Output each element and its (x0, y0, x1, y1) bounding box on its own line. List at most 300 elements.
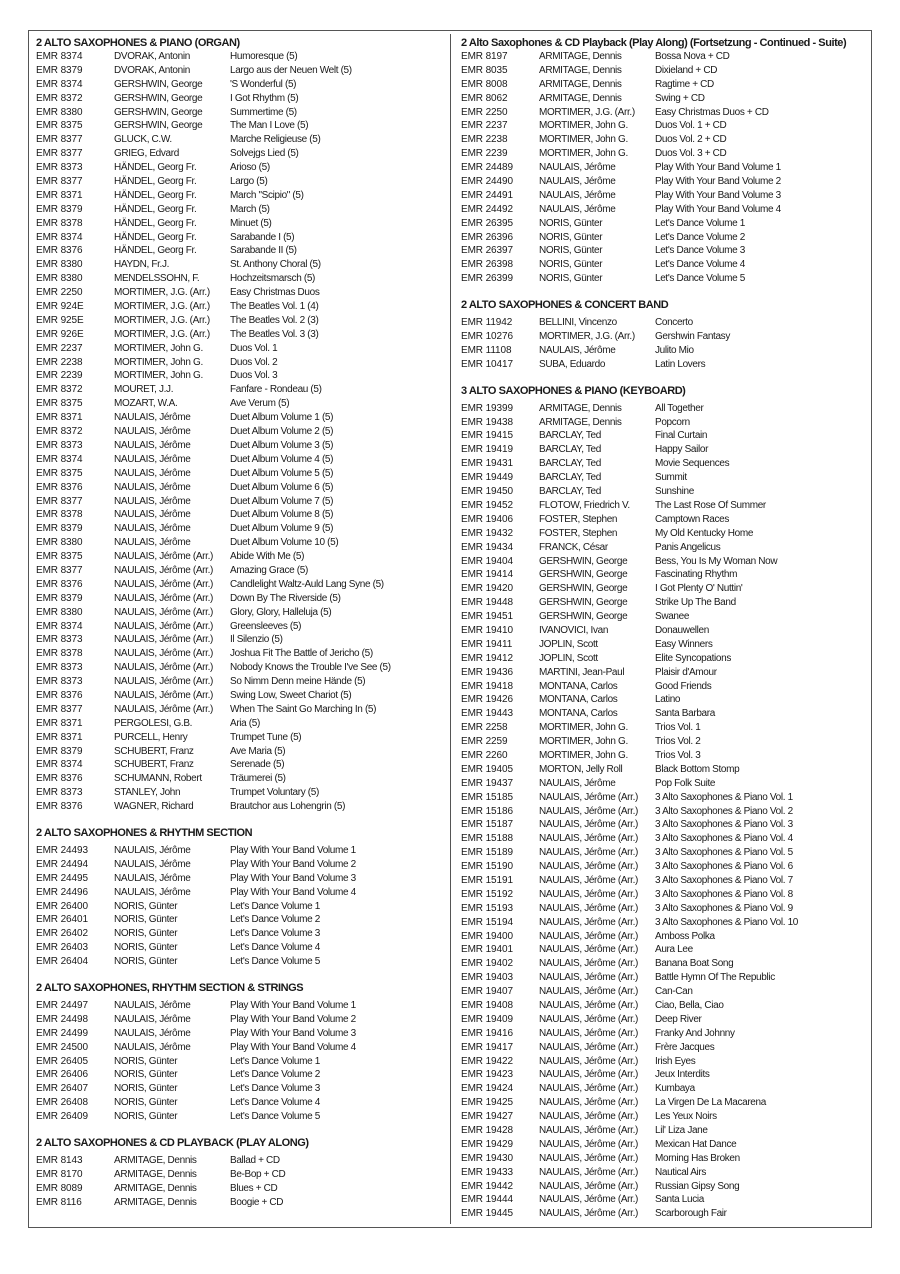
work-title: Latin Lovers (655, 358, 706, 370)
catalog-entry (461, 1180, 866, 1194)
catalog-number: EMR 26402 (36, 928, 88, 940)
catalog-number: EMR 19418 (461, 680, 513, 692)
composer-name: NORIS, Günter (114, 1069, 178, 1081)
work-title: Duos Vol. 1 + CD (655, 120, 727, 132)
catalog-entry (36, 1096, 442, 1110)
catalog-number: EMR 8170 (36, 1168, 83, 1180)
composer-name: NORIS, Günter (539, 217, 603, 229)
composer-name: NAULAIS, Jérôme (Arr.) (539, 944, 638, 956)
composer-name: NAULAIS, Jérôme (114, 523, 191, 535)
work-title: Les Yeux Noirs (655, 1111, 717, 1123)
composer-name: NAULAIS, Jérôme (Arr.) (539, 1083, 638, 1095)
work-title: Play With Your Band Volume 3 (655, 189, 781, 201)
catalog-number: EMR 8143 (36, 1155, 83, 1167)
composer-name: GERSHWIN, George (539, 597, 628, 609)
work-title: Mexican Hat Dance (655, 1138, 737, 1150)
work-title: Can-Can (655, 986, 693, 998)
composer-name: FLOTOW, Friedrich V. (539, 499, 630, 511)
work-title: Concerto (655, 317, 693, 329)
catalog-number: EMR 8380 (36, 537, 83, 549)
catalog-entry (461, 258, 866, 272)
catalog-number: EMR 19410 (461, 624, 513, 636)
work-title: Morning Has Broken (655, 1152, 740, 1164)
catalog-number: EMR 19422 (461, 1055, 513, 1067)
work-title: Trumpet Tune (5) (230, 731, 302, 743)
catalog-entry (36, 1182, 442, 1196)
catalog-entry (36, 703, 442, 717)
catalog-number: EMR 15191 (461, 874, 513, 886)
work-title: Play With Your Band Volume 4 (230, 1041, 356, 1053)
catalog-entry (461, 78, 866, 92)
work-title: The Last Rose Of Summer (655, 499, 766, 511)
composer-name: MORTIMER, John G. (539, 749, 628, 761)
catalog-number: EMR 8374 (36, 231, 83, 243)
composer-name: NAULAIS, Jérôme (Arr.) (539, 791, 638, 803)
work-title: Scarborough Fair (655, 1208, 727, 1220)
composer-name: NORIS, Günter (114, 1097, 178, 1109)
work-title: Trios Vol. 2 (655, 736, 701, 748)
work-title: Trumpet Voluntary (5) (230, 787, 319, 799)
catalog-entry (36, 495, 442, 509)
composer-name: GERSHWIN, George (114, 106, 203, 118)
catalog-number: EMR 8380 (36, 606, 83, 618)
composer-name: NAULAIS, Jérôme (Arr.) (539, 1194, 638, 1206)
work-title: Let's Dance Volume 2 (230, 1069, 320, 1081)
work-title: Final Curtain (655, 430, 708, 442)
catalog-number: EMR 24500 (36, 1041, 88, 1053)
catalog-number: EMR 8371 (36, 412, 83, 424)
catalog-entry (36, 1168, 442, 1182)
catalog-number: EMR 8374 (36, 620, 83, 632)
composer-name: NORIS, Günter (539, 231, 603, 243)
catalog-entry (461, 1166, 866, 1180)
catalog-number: EMR 19407 (461, 986, 513, 998)
work-title: Dixieland + CD (655, 64, 718, 76)
catalog-entry (36, 661, 442, 675)
catalog-number: EMR 8379 (36, 592, 83, 604)
work-title: Irish Eyes (655, 1055, 696, 1067)
catalog-number: EMR 924E (36, 301, 84, 313)
composer-name: NORIS, Günter (539, 259, 603, 271)
work-title: La Virgen De La Macarena (655, 1097, 766, 1109)
catalog-entry (461, 874, 866, 888)
composer-name: NAULAIS, Jérôme (Arr.) (539, 1180, 638, 1192)
composer-name: GERSHWIN, George (114, 78, 203, 90)
composer-name: NAULAIS, Jérôme (Arr.) (539, 1055, 638, 1067)
composer-name: MORTIMER, J.G. (Arr.) (539, 106, 635, 118)
composer-name: NAULAIS, Jérôme (Arr.) (114, 703, 213, 715)
composer-name: MORTIMER, John G. (539, 134, 628, 146)
work-title: Ragtime + CD (655, 78, 714, 90)
catalog-entry (461, 818, 866, 832)
work-title: Serenade (5) (230, 759, 285, 771)
work-title: Swing Low, Sweet Chariot (5) (230, 689, 352, 701)
catalog-entry (36, 564, 442, 578)
composer-name: IVANOVICI, Ivan (539, 624, 609, 636)
work-title: Play With Your Band Volume 1 (230, 844, 356, 856)
catalog-entry (36, 1013, 442, 1027)
catalog-entry (36, 328, 442, 342)
catalog-number: EMR 8378 (36, 648, 83, 660)
catalog-number: EMR 19406 (461, 513, 513, 525)
work-title: Let's Dance Volume 5 (230, 1111, 320, 1123)
catalog-entry (36, 592, 442, 606)
work-title: The Beatles Vol. 1 (4) (230, 301, 319, 313)
catalog-entry (461, 777, 866, 791)
catalog-number: EMR 19450 (461, 486, 513, 498)
composer-name: BARCLAY, Ted (539, 458, 601, 470)
catalog-entry (461, 485, 866, 499)
work-title: Pop Folk Suite (655, 777, 716, 789)
catalog-entry (461, 1013, 866, 1027)
work-title: Play With Your Band Volume 1 (655, 162, 781, 174)
catalog-number: EMR 15190 (461, 861, 513, 873)
catalog-entry (461, 429, 866, 443)
composer-name: BARCLAY, Ted (539, 472, 601, 484)
catalog-number: EMR 8373 (36, 662, 83, 674)
catalog-number: EMR 19402 (461, 958, 513, 970)
catalog-number: EMR 19436 (461, 666, 513, 678)
catalog-number: EMR 8375 (36, 551, 83, 563)
work-title: Banana Boat Song (655, 958, 734, 970)
work-title: Duet Album Volume 6 (5) (230, 481, 334, 493)
catalog-number: EMR 8374 (36, 453, 83, 465)
work-title: Hochzeitsmarsch (5) (230, 273, 316, 285)
composer-name: GLUCK, C.W. (114, 134, 172, 146)
work-title: Let's Dance Volume 4 (230, 1097, 320, 1109)
catalog-number: EMR 8380 (36, 106, 83, 118)
catalog-number: EMR 24491 (461, 189, 513, 201)
catalog-entry (461, 610, 866, 624)
composer-name: HÄNDEL, Georg Fr. (114, 217, 197, 229)
composer-name: HÄNDEL, Georg Fr. (114, 189, 197, 201)
composer-name: NAULAIS, Jérôme (Arr.) (539, 986, 638, 998)
column-divider (450, 34, 451, 1224)
work-title: St. Anthony Choral (5) (230, 259, 321, 271)
section-heading: 2 ALTO SAXOPHONES & CONCERT BAND (461, 299, 669, 312)
composer-name: NAULAIS, Jérôme (Arr.) (539, 930, 638, 942)
composer-name: MORTIMER, J.G. (Arr.) (114, 287, 210, 299)
catalog-number: EMR 8376 (36, 245, 83, 257)
catalog-number: EMR 8376 (36, 689, 83, 701)
catalog-entry (461, 1193, 866, 1207)
composer-name: JOPLIN, Scott (539, 638, 598, 650)
section-heading: 3 ALTO SAXOPHONES & PIANO (KEYBOARD) (461, 384, 686, 397)
work-title: Easy Christmas Duos (230, 287, 320, 299)
catalog-entry (461, 457, 866, 471)
catalog-entry (461, 638, 866, 652)
catalog-entry (461, 499, 866, 513)
catalog-entry (36, 1082, 442, 1096)
work-title: The Beatles Vol. 2 (3) (230, 314, 319, 326)
work-title: My Old Kentucky Home (655, 527, 754, 539)
catalog-entry (461, 1027, 866, 1041)
composer-name: NAULAIS, Jérôme (Arr.) (114, 634, 213, 646)
catalog-entry (461, 471, 866, 485)
catalog-number: EMR 19411 (461, 638, 513, 650)
catalog-entry (461, 707, 866, 721)
catalog-entry (461, 930, 866, 944)
composer-name: STANLEY, John (114, 787, 181, 799)
catalog-number: EMR 19414 (461, 569, 513, 581)
composer-name: ARMITAGE, Dennis (114, 1196, 197, 1208)
composer-name: FOSTER, Stephen (539, 527, 618, 539)
catalog-number: EMR 19420 (461, 583, 513, 595)
catalog-number: EMR 19444 (461, 1194, 513, 1206)
catalog-number: EMR 19431 (461, 458, 513, 470)
composer-name: PERGOLESI, G.B. (114, 717, 193, 729)
catalog-number: EMR 26401 (36, 914, 88, 926)
catalog-entry (36, 717, 442, 731)
composer-name: NAULAIS, Jérôme (Arr.) (114, 676, 213, 688)
work-title: Duos Vol. 3 + CD (655, 148, 727, 160)
work-title: Panis Angelicus (655, 541, 721, 553)
catalog-number: EMR 19429 (461, 1138, 513, 1150)
catalog-entry (461, 985, 866, 999)
catalog-entry (461, 217, 866, 231)
composer-name: MORTIMER, J.G. (Arr.) (114, 328, 210, 340)
catalog-entry (36, 1055, 442, 1069)
catalog-entry (36, 272, 442, 286)
work-title: Frère Jacques (655, 1041, 715, 1053)
catalog-number: EMR 8373 (36, 634, 83, 646)
catalog-entry (461, 1096, 866, 1110)
work-title: The Man I Love (5) (230, 120, 309, 132)
catalog-entry (36, 1110, 442, 1124)
section-heading: 2 ALTO SAXOPHONES & RHYTHM SECTION (36, 826, 253, 839)
work-title: Duet Album Volume 3 (5) (230, 439, 334, 451)
catalog-number: EMR 19399 (461, 402, 513, 414)
catalog-entry (461, 805, 866, 819)
catalog-number: EMR 19403 (461, 972, 513, 984)
catalog-entry (36, 772, 442, 786)
catalog-number: EMR 19434 (461, 541, 513, 553)
composer-name: NAULAIS, Jérôme (Arr.) (539, 874, 638, 886)
catalog-entry (461, 1138, 866, 1152)
composer-name: NAULAIS, Jérôme (114, 467, 191, 479)
composer-name: HÄNDEL, Georg Fr. (114, 231, 197, 243)
composer-name: MORTON, Jelly Roll (539, 763, 623, 775)
catalog-entry (461, 721, 866, 735)
catalog-entry (36, 800, 442, 814)
catalog-number: EMR 24496 (36, 886, 88, 898)
composer-name: MORTIMER, John G. (114, 342, 203, 354)
composer-name: NAULAIS, Jérôme (Arr.) (539, 1138, 638, 1150)
catalog-entry (36, 453, 442, 467)
work-title: 3 Alto Saxophones & Piano Vol. 10 (655, 916, 799, 928)
composer-name: MORTIMER, John G. (539, 120, 628, 132)
section-heading: 2 Alto Saxophones & CD Playback (Play Along) (Fortsetzung - Continued - Suite) (461, 37, 847, 49)
composer-name: HÄNDEL, Georg Fr. (114, 162, 197, 174)
composer-name: BELLINI, Vincenzo (539, 317, 617, 329)
work-title: Solvejgs Lied (5) (230, 148, 299, 160)
composer-name: NAULAIS, Jérôme (Arr.) (114, 564, 213, 576)
catalog-number: EMR 19415 (461, 430, 513, 442)
composer-name: NAULAIS, Jérôme (114, 1027, 191, 1039)
composer-name: NAULAIS, Jérôme (539, 189, 616, 201)
work-title: Let's Dance Volume 2 (230, 914, 320, 926)
catalog-number: EMR 8374 (36, 78, 83, 90)
composer-name: NAULAIS, Jérôme (Arr.) (114, 648, 213, 660)
catalog-entry (36, 578, 442, 592)
right-column (461, 36, 866, 1221)
catalog-number: EMR 26406 (36, 1069, 88, 1081)
composer-name: NAULAIS, Jérôme (539, 203, 616, 215)
catalog-number: EMR 24497 (36, 1000, 88, 1011)
work-title: Play With Your Band Volume 2 (655, 176, 781, 188)
catalog-entry (36, 397, 442, 411)
composer-name: NAULAIS, Jérôme (Arr.) (114, 578, 213, 590)
composer-name: MORTIMER, J.G. (Arr.) (539, 331, 635, 343)
catalog-number: EMR 19443 (461, 708, 513, 720)
catalog-number: EMR 15194 (461, 916, 513, 928)
catalog-entry (461, 735, 866, 749)
catalog-entry (461, 666, 866, 680)
work-title: Russian Gipsy Song (655, 1180, 740, 1192)
composer-name: MORTIMER, John G. (539, 736, 628, 748)
work-title: Duet Album Volume 8 (5) (230, 509, 334, 521)
catalog-number: EMR 19412 (461, 652, 513, 664)
catalog-entry (461, 1124, 866, 1138)
catalog-number: EMR 19405 (461, 763, 513, 775)
catalog-entry (461, 189, 866, 203)
catalog-number: EMR 8377 (36, 564, 83, 576)
catalog-number: EMR 2260 (461, 749, 508, 761)
catalog-entry (461, 64, 866, 78)
catalog-entry (36, 606, 442, 620)
catalog-number: EMR 8377 (36, 134, 83, 146)
work-title: Summertime (5) (230, 106, 297, 118)
catalog-number: EMR 8376 (36, 801, 83, 813)
work-title: Largo aus der Neuen Welt (5) (230, 64, 352, 76)
catalog-number: EMR 8379 (36, 64, 83, 76)
composer-name: NAULAIS, Jérôme (Arr.) (539, 972, 638, 984)
work-title: Swing + CD (655, 92, 705, 104)
catalog-entry (36, 369, 442, 383)
catalog-number: EMR 2259 (461, 736, 508, 748)
composer-name: NAULAIS, Jérôme (114, 426, 191, 438)
work-title: Let's Dance Volume 3 (230, 928, 320, 940)
composer-name: NAULAIS, Jérôme (Arr.) (539, 1125, 638, 1137)
catalog-entry (36, 314, 442, 328)
catalog-number: EMR 19401 (461, 944, 513, 956)
composer-name: NAULAIS, Jérôme (Arr.) (539, 1097, 638, 1109)
composer-name: NAULAIS, Jérôme (Arr.) (539, 902, 638, 914)
work-title: Aura Lee (655, 944, 693, 956)
composer-name: NAULAIS, Jérôme (114, 481, 191, 493)
catalog-entry (461, 316, 866, 330)
catalog-entry (461, 416, 866, 430)
catalog-number: EMR 8379 (36, 745, 83, 757)
composer-name: ARMITAGE, Dennis (114, 1182, 197, 1194)
work-title: Sarabande II (5) (230, 245, 297, 257)
composer-name: FOSTER, Stephen (539, 513, 618, 525)
catalog-number: EMR 19404 (461, 555, 513, 567)
work-title: 3 Alto Saxophones & Piano Vol. 6 (655, 861, 793, 873)
composer-name: NAULAIS, Jérôme (Arr.) (539, 916, 638, 928)
composer-name: NORIS, Günter (114, 1055, 178, 1067)
work-title: Donauwellen (655, 624, 709, 636)
composer-name: ARMITAGE, Dennis (114, 1155, 197, 1167)
section-heading: 2 ALTO SAXOPHONES & CD PLAYBACK (PLAY ALONG) (36, 1137, 309, 1150)
work-title: Play With Your Band Volume 2 (230, 858, 356, 870)
catalog-entry (461, 902, 866, 916)
catalog-entry (461, 175, 866, 189)
catalog-entry (461, 1110, 866, 1124)
catalog-entry (461, 527, 866, 541)
catalog-entry (461, 680, 866, 694)
catalog-entry (36, 955, 442, 969)
catalog-section (461, 36, 866, 286)
catalog-entry (36, 1027, 442, 1041)
catalog-entry (36, 203, 442, 217)
catalog-number: EMR 19430 (461, 1152, 513, 1164)
composer-name: MORTIMER, J.G. (Arr.) (114, 314, 210, 326)
work-title: Play With Your Band Volume 3 (230, 1027, 356, 1039)
work-title: Julito Mio (655, 344, 694, 356)
work-title: Play With Your Band Volume 4 (230, 886, 356, 898)
catalog-number: EMR 26395 (461, 217, 513, 229)
catalog-number: EMR 8374 (36, 51, 83, 62)
catalog-entry (461, 106, 866, 120)
catalog-number: EMR 24489 (461, 162, 513, 174)
work-title: March "Scipio" (5) (230, 189, 304, 201)
catalog-number: EMR 8371 (36, 731, 83, 743)
catalog-entry (36, 999, 442, 1013)
catalog-entry (36, 536, 442, 550)
catalog-number: EMR 8376 (36, 481, 83, 493)
catalog-number: EMR 24494 (36, 858, 88, 870)
work-title: Nautical Airs (655, 1166, 707, 1178)
work-title: Humoresque (5) (230, 51, 298, 62)
catalog-entry (36, 1068, 442, 1082)
catalog-number: EMR 15189 (461, 847, 513, 859)
catalog-entry (461, 1041, 866, 1055)
work-title: 3 Alto Saxophones & Piano Vol. 1 (655, 791, 793, 803)
catalog-entry (36, 217, 442, 231)
work-title: Il Silenzio (5) (230, 634, 283, 646)
composer-name: NAULAIS, Jérôme (Arr.) (539, 1166, 638, 1178)
composer-name: BARCLAY, Ted (539, 430, 601, 442)
work-title: Kumbaya (655, 1083, 695, 1095)
work-title: Movie Sequences (655, 458, 730, 470)
catalog-number: EMR 8035 (461, 64, 508, 76)
catalog-entry (36, 758, 442, 772)
catalog-number: EMR 15187 (461, 819, 513, 831)
work-title: I Got Rhythm (5) (230, 92, 299, 104)
composer-name: GERSHWIN, George (114, 120, 203, 132)
catalog-entry (461, 888, 866, 902)
work-title: Duet Album Volume 7 (5) (230, 495, 334, 507)
composer-name: NAULAIS, Jérôme (114, 844, 191, 856)
catalog-number: EMR 15193 (461, 902, 513, 914)
catalog-number: EMR 19427 (461, 1111, 513, 1123)
work-title: Let's Dance Volume 1 (230, 900, 320, 912)
catalog-entry (36, 411, 442, 425)
catalog-entry (461, 749, 866, 763)
catalog-entry (36, 620, 442, 634)
catalog-number: EMR 19452 (461, 499, 513, 511)
work-title: Duos Vol. 2 + CD (655, 134, 727, 146)
work-title: Strike Up The Band (655, 597, 736, 609)
catalog-number: EMR 8375 (36, 467, 83, 479)
catalog-number: EMR 19419 (461, 444, 513, 456)
composer-name: NAULAIS, Jérôme (Arr.) (114, 606, 213, 618)
catalog-entry (461, 846, 866, 860)
composer-name: WAGNER, Richard (114, 801, 194, 813)
composer-name: HÄNDEL, Georg Fr. (114, 245, 197, 257)
catalog-entry (36, 844, 442, 858)
